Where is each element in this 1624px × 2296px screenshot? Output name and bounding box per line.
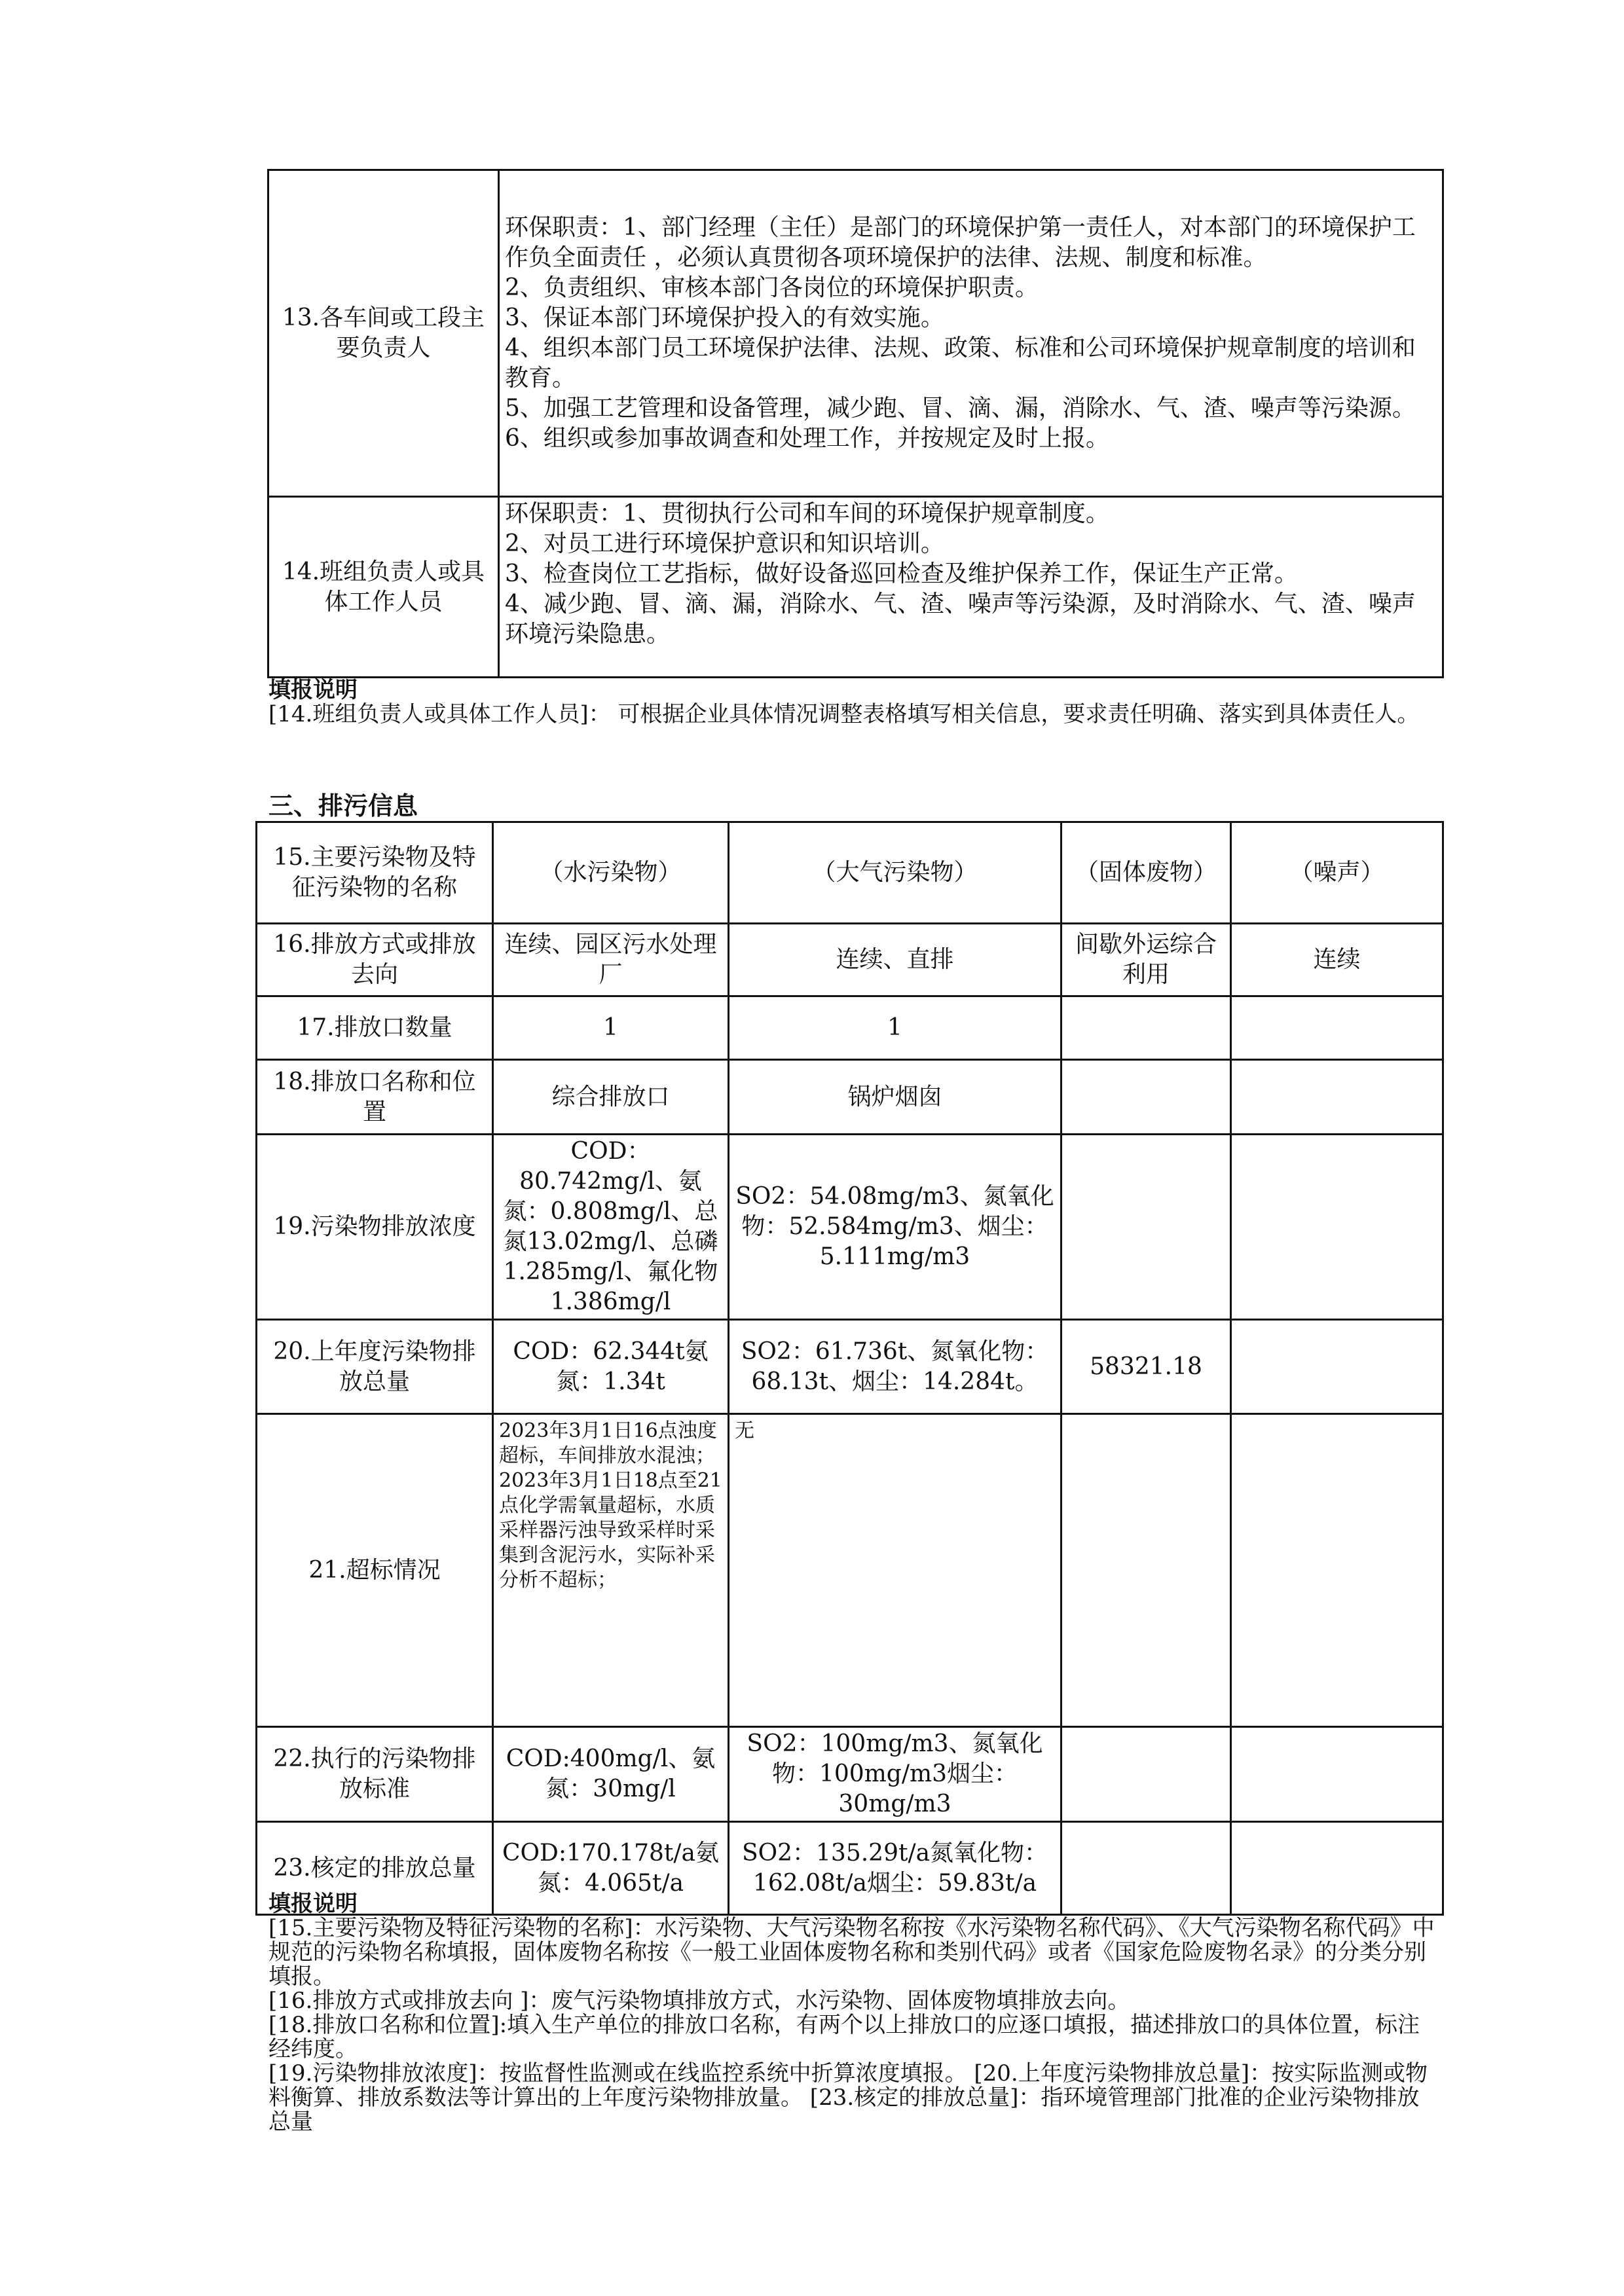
cell-solid: 间歇外运综合利用 — [1061, 924, 1231, 996]
cell-air: SO2：61.736t、氮氧化物：68.13t、烟尘：14.284t。 — [729, 1320, 1061, 1414]
notes-text: [18.排放口名称和位置]:填入生产单位的排放口名称，有两个以上排放口的应逐口填报，描述排放口的具体位置，标注经纬度。 — [268, 2012, 1420, 2062]
cell-label: 20.上年度污染物排放总量 — [257, 1320, 493, 1414]
cell-label: 18.排放口名称和位置 — [257, 1060, 493, 1135]
cell-solid — [1061, 1135, 1231, 1320]
cell-water: 2023年3月1日16点浊度超标，车间排放水混浊；2023年3月1日18点至21点化学需氧量超标，水质采样器污浊导致采样时采集到含泥污水，实际补采分析不超标； — [493, 1414, 729, 1727]
notes-heading: 填报说明 — [268, 677, 358, 703]
table-row — [257, 996, 1443, 1060]
cell-noise — [1231, 1060, 1443, 1135]
notes-heading: 填报说明 — [268, 1891, 358, 1917]
responsibility-table — [267, 169, 1444, 678]
duty-line: 3、保证本部门环境保护投入的有效实施。 — [505, 304, 944, 331]
cell-noise — [1231, 996, 1443, 1060]
duty-line: 环保职责：1、贯彻执行公司和车间的环境保护规章制度。 — [505, 500, 1109, 527]
cell-air: SO2：100mg/m3、氮氧化物：100mg/m3烟尘：30mg/m3 — [729, 1727, 1061, 1822]
cell-water: 综合排放口 — [493, 1060, 729, 1135]
notes-1 — [268, 678, 1441, 727]
duty-line: 4、减少跑、冒、滴、漏，消除水、气、渣、噪声等污染源，及时消除水、气、渣、噪声环境污染隐患。 — [505, 591, 1416, 647]
cell-water: COD：80.742mg/l、氨氮：0.808mg/l、总氮13.02mg/l、总磷1.285mg/l、氟化物1.386mg/l — [493, 1135, 729, 1320]
cell-label: 15.主要污染物及特征污染物的名称 — [257, 822, 493, 924]
section-title: 三、排污信息 — [268, 791, 418, 820]
cell-air: 锅炉烟囱 — [729, 1060, 1061, 1135]
cell-label: 22.执行的污染物排放标准 — [257, 1727, 493, 1822]
cell-solid — [1061, 996, 1231, 1060]
cell-label: 17.排放口数量 — [257, 996, 493, 1060]
row-label: 13.各车间或工段主要负责人 — [268, 170, 499, 497]
duty-line: 4、组织本部门员工环境保护法律、法规、政策、标准和公司环境保护规章制度的培训和教育。 — [505, 335, 1416, 392]
table-row — [257, 924, 1443, 996]
notes-text: [19.污染物排放浓度]：按监督性监测或在线监控系统中折算浓度填报。 [20.上年度污染物排放总量]：按实际监测或物料衡算、排放系数法等计算出的上年度污染物排放量。 [23.核定的排放总量]：指环境管理部门批准的企业污染物排放总量 — [268, 2060, 1428, 2135]
cell-label: 19.污染物排放浓度 — [257, 1135, 493, 1320]
notes-text: [16.排放方式或排放去向 ]：废气污染物填排放方式，水污染物、固体废物填排放去向。 — [268, 1988, 1130, 2014]
cell-solid — [1061, 1727, 1231, 1822]
table-row — [257, 1060, 1443, 1135]
row-label: 14.班组负责人或具体工作人员 — [268, 497, 499, 678]
row-content — [499, 497, 1443, 678]
cell-noise — [1231, 1414, 1443, 1727]
row-content — [499, 170, 1443, 497]
cell-air: 1 — [729, 996, 1061, 1060]
notes-text: [14.班组负责人或具体工作人员]： 可根据企业具体情况调整表格填写相关信息，要求责任明确、落实到具体责任人。 — [268, 701, 1420, 727]
cell-solid: （固体废物） — [1061, 822, 1231, 924]
table-row — [257, 1414, 1443, 1727]
cell-solid: 58321.18 — [1061, 1320, 1231, 1414]
duty-line: 6、组织或参加事故调查和处理工作，并按规定及时上报。 — [505, 425, 1109, 452]
cell-water: COD:170.178t/a氨氮：4.065t/a — [493, 1822, 729, 1915]
duty-line: 3、检查岗位工艺指标，做好设备巡回检查及维护保养工作，保证生产正常。 — [505, 560, 1298, 587]
table-row — [257, 1727, 1443, 1822]
cell-noise — [1231, 1320, 1443, 1414]
duty-line: 5、加强工艺管理和设备管理，减少跑、冒、滴、漏，消除水、气、渣、噪声等污染源。 — [505, 395, 1416, 422]
cell-water: COD:400mg/l、氨氮：30mg/l — [493, 1727, 729, 1822]
cell-noise: 连续 — [1231, 924, 1443, 996]
cell-label: 21.超标情况 — [257, 1414, 493, 1727]
cell-air: 连续、直排 — [729, 924, 1061, 996]
cell-solid — [1061, 1060, 1231, 1135]
duty-line: 2、负责组织、审核本部门各岗位的环境保护职责。 — [505, 274, 1039, 301]
table-row — [257, 1135, 1443, 1320]
cell-noise — [1231, 1135, 1443, 1320]
cell-water: 1 — [493, 996, 729, 1060]
emission-table — [255, 821, 1444, 1916]
cell-air: （大气污染物） — [729, 822, 1061, 924]
table-row — [268, 497, 1443, 678]
cell-air: SO2：54.08mg/m3、氮氧化物：52.584mg/m3、烟尘：5.111mg/m3 — [729, 1135, 1061, 1320]
notes-text: [15.主要污染物及特征污染物的名称]：水污染物、大气污染物名称按《水污染物名称代码》、《大气污染物名称代码》中规范的污染物名称填报，固体废物名称按《一般工业固体废物名称和类别代码》或者《国家危险废物名录》的分类分别填报。 — [268, 1915, 1435, 1990]
duty-line: 环保职责：1、部门经理（主任）是部门的环境保护第一责任人，对本部门的环境保护工作负全面责任 ，必须认真贯彻各项环境保护的法律、法规、制度和标准。 — [505, 214, 1416, 271]
cell-noise — [1231, 1727, 1443, 1822]
cell-water: COD：62.344t氨氮：1.34t — [493, 1320, 729, 1414]
notes-2 — [268, 1891, 1441, 2135]
cell-water: 连续、园区污水处理厂 — [493, 924, 729, 996]
cell-water: （水污染物） — [493, 822, 729, 924]
cell-air: SO2：135.29t/a氮氧化物：162.08t/a烟尘：59.83t/a — [729, 1822, 1061, 1915]
table-row — [268, 170, 1443, 497]
cell-noise: （噪声） — [1231, 822, 1443, 924]
cell-label: 16.排放方式或排放去向 — [257, 924, 493, 996]
cell-air: 无 — [729, 1414, 1061, 1727]
duty-line: 2、对员工进行环境保护意识和知识培训。 — [505, 530, 944, 557]
cell-solid — [1061, 1414, 1231, 1727]
table-row — [257, 822, 1443, 924]
table-row — [257, 1320, 1443, 1414]
cell-label: 23.核定的排放总量 — [257, 1822, 493, 1915]
